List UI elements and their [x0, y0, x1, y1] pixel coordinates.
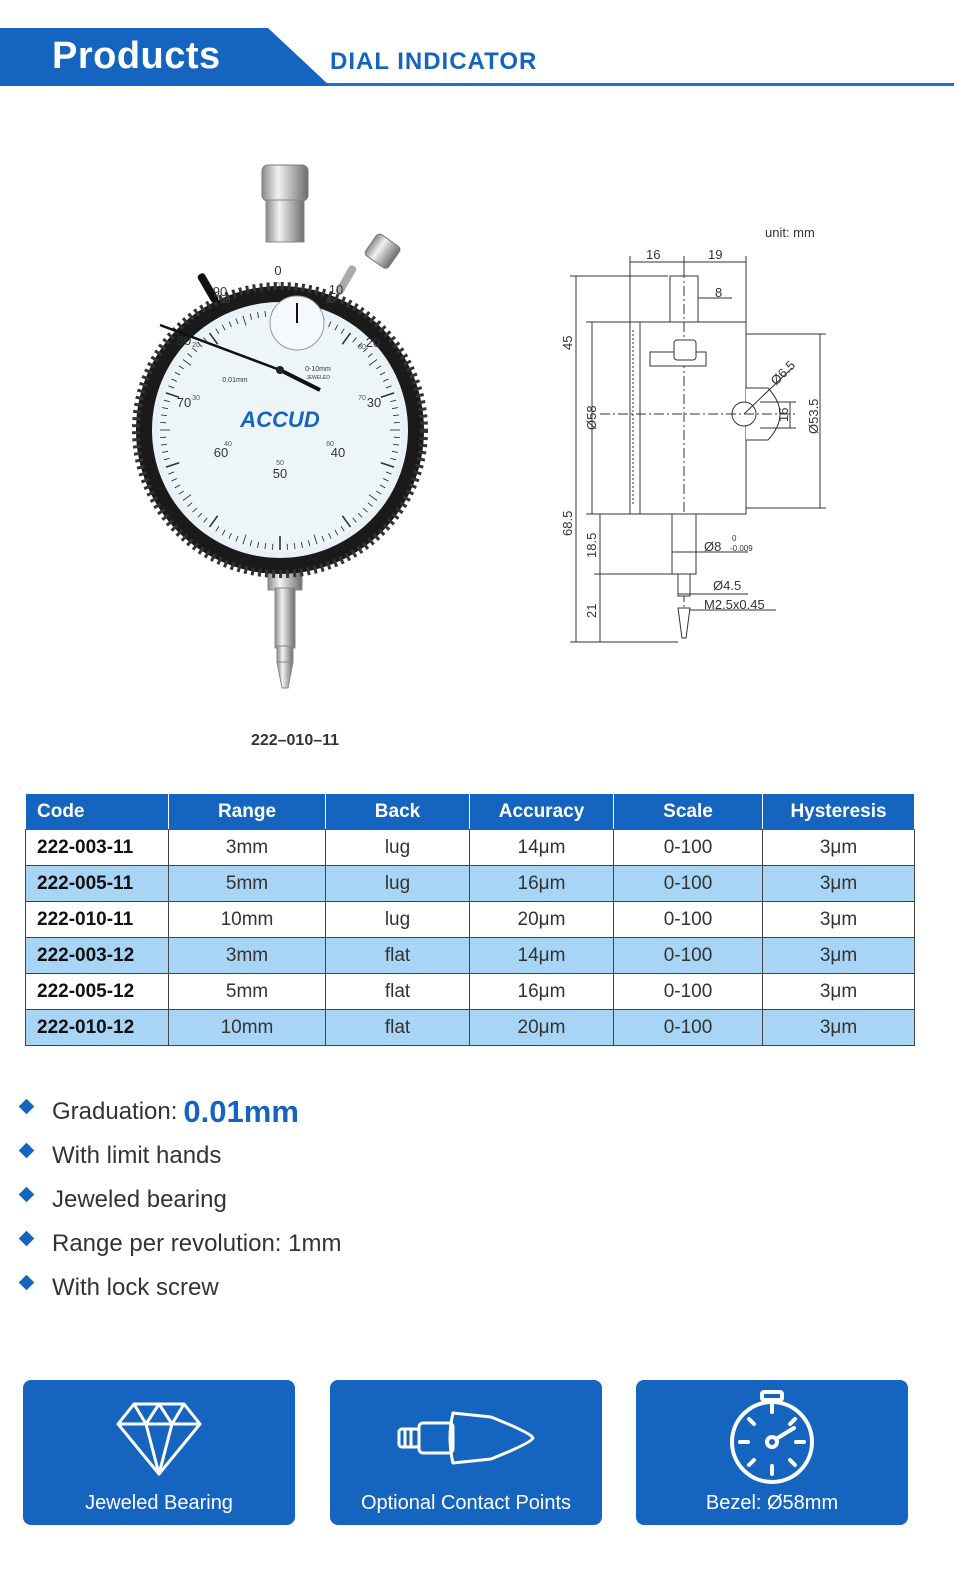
- feature-graduation-value: 0.01mm: [183, 1094, 299, 1129]
- dial-number: 60: [213, 445, 229, 460]
- dial-inner-number: 70: [358, 395, 366, 402]
- dial-brand: ACCUD: [240, 407, 320, 432]
- cell-accuracy: 20μm: [470, 1010, 614, 1046]
- dial-number: 10: [328, 282, 344, 297]
- col-header-accuracy: Accuracy: [470, 794, 614, 830]
- cell-scale: 0-100: [614, 938, 763, 974]
- dim-19: 19: [708, 247, 723, 262]
- dial-indicator-image: [120, 160, 450, 700]
- dial-number: 50: [272, 466, 288, 481]
- feature-list: [18, 1090, 618, 1310]
- dial-number: 70: [176, 395, 192, 410]
- cell-hysteresis: 3μm: [763, 1010, 915, 1046]
- dial-inner-number: 20: [192, 342, 200, 349]
- feature-item: [18, 1222, 618, 1266]
- cell-hysteresis: 3μm: [763, 830, 915, 866]
- table-row: [26, 938, 915, 974]
- dial-range-text: 0-10mm: [305, 366, 331, 373]
- dial-grad-text: 0.01mm: [222, 377, 248, 384]
- cell-hysteresis: 3μm: [763, 902, 915, 938]
- dim-18-5: 18.5: [584, 532, 599, 558]
- feature-label: Graduation:: [52, 1098, 178, 1125]
- dial-inner-number: 60: [326, 441, 334, 448]
- dim-tol-bot: -0.009: [730, 544, 753, 553]
- spec-table: [25, 793, 915, 1046]
- bullet-diamond-icon: [19, 1231, 35, 1247]
- dim-4-5: Ø4.5: [713, 578, 742, 593]
- card-bezel: [636, 1380, 908, 1525]
- dim-6-5: Ø6.5: [767, 357, 799, 389]
- gauge-icon: [636, 1388, 908, 1488]
- cell-scale: 0-100: [614, 866, 763, 902]
- feature-text: Jeweled bearing: [52, 1186, 227, 1213]
- feature-text: With lock screw: [52, 1274, 219, 1301]
- dial-inner-number: 90: [326, 298, 334, 305]
- dim-8-stem: Ø8: [704, 539, 722, 554]
- dial-number: 20: [365, 335, 381, 350]
- cell-hysteresis: 3μm: [763, 974, 915, 1010]
- card-label: Jeweled Bearing: [85, 1492, 233, 1514]
- table-row: [26, 1010, 915, 1046]
- table-header-row: [26, 794, 915, 830]
- cell-back: flat: [326, 1010, 470, 1046]
- cell-range: 3mm: [169, 830, 326, 866]
- cell-accuracy: 14μm: [470, 938, 614, 974]
- dial-number: 80: [176, 333, 192, 348]
- cell-range: 10mm: [169, 902, 326, 938]
- cell-range: 10mm: [169, 1010, 326, 1046]
- col-header-code: Code: [26, 794, 169, 830]
- dial-inner-number: 0: [276, 282, 280, 289]
- card-label: Optional Contact Points: [360, 1492, 572, 1514]
- dim-tol-top: 0: [732, 534, 737, 543]
- cell-back: flat: [326, 974, 470, 1010]
- feature-item: [18, 1178, 618, 1222]
- card-label: Bezel: Ø58mm: [705, 1492, 839, 1514]
- cell-accuracy: 16μm: [470, 866, 614, 902]
- dial-jewel-text: JEWELED: [306, 375, 330, 381]
- cell-scale: 0-100: [614, 830, 763, 866]
- header-subtitle: DIAL INDICATOR: [330, 48, 538, 75]
- cell-code: 222-003-11: [26, 830, 169, 866]
- cell-scale: 0-100: [614, 974, 763, 1010]
- feature-item: [18, 1134, 618, 1178]
- card-optional-contact-points: [330, 1380, 602, 1525]
- dial-number: 30: [366, 395, 382, 410]
- dim-thread: M2.5x0.45: [704, 597, 765, 612]
- cell-range: 3mm: [169, 938, 326, 974]
- dim-16-v: 16: [776, 407, 791, 422]
- header-title: Products: [52, 35, 221, 77]
- cell-range: 5mm: [169, 974, 326, 1010]
- product-caption: 222–010–11: [250, 732, 340, 749]
- table-row: [26, 830, 915, 866]
- col-header-hysteresis: Hysteresis: [763, 794, 915, 830]
- dial-inner-number: 10: [222, 298, 230, 305]
- dim-16: 16: [646, 247, 661, 262]
- table-row: [26, 866, 915, 902]
- table-row: [26, 974, 915, 1010]
- cell-accuracy: 20μm: [470, 902, 614, 938]
- cell-back: lug: [326, 830, 470, 866]
- feature-text: Range per revolution: 1mm: [52, 1230, 342, 1257]
- cell-scale: 0-100: [614, 1010, 763, 1046]
- technical-drawing: [548, 218, 848, 658]
- cell-hysteresis: 3μm: [763, 866, 915, 902]
- dim-68-5: 68.5: [560, 510, 575, 536]
- cell-accuracy: 14μm: [470, 830, 614, 866]
- cell-back: lug: [326, 902, 470, 938]
- cell-hysteresis: 3μm: [763, 938, 915, 974]
- dim-58: Ø58: [584, 405, 599, 430]
- dim-53-5: Ø53.5: [806, 398, 821, 434]
- cell-scale: 0-100: [614, 902, 763, 938]
- feature-item-graduation: [18, 1090, 618, 1134]
- table-row: [26, 902, 915, 938]
- card-jeweled-bearing: [23, 1380, 295, 1525]
- col-header-back: Back: [326, 794, 470, 830]
- dim-8: 8: [715, 285, 723, 300]
- dial-inner-number: 50: [276, 460, 284, 467]
- col-header-scale: Scale: [614, 794, 763, 830]
- dial-inner-number: 30: [192, 395, 200, 402]
- bullet-diamond-icon: [19, 1275, 35, 1291]
- cell-code: 222-010-12: [26, 1010, 169, 1046]
- dial-inner-number: 80: [358, 344, 366, 351]
- cell-range: 5mm: [169, 866, 326, 902]
- cell-back: flat: [326, 938, 470, 974]
- dial-number: 0: [274, 263, 282, 278]
- cell-accuracy: 16μm: [470, 974, 614, 1010]
- cell-code: 222-005-12: [26, 974, 169, 1010]
- page-header: [0, 28, 954, 88]
- dim-21: 21: [584, 603, 599, 618]
- bullet-diamond-icon: [19, 1099, 35, 1115]
- diamond-icon: [23, 1388, 295, 1488]
- bullet-diamond-icon: [19, 1187, 35, 1203]
- cell-code: 222-005-11: [26, 866, 169, 902]
- cell-back: lug: [326, 866, 470, 902]
- col-header-range: Range: [169, 794, 326, 830]
- feature-item: [18, 1266, 618, 1310]
- dial-number: 90: [212, 284, 228, 299]
- dim-45: 45: [560, 335, 575, 350]
- dial-inner-number: 40: [224, 441, 232, 448]
- cell-code: 222-003-12: [26, 938, 169, 974]
- cell-code: 222-010-11: [26, 902, 169, 938]
- contact-point-icon: [330, 1388, 602, 1488]
- bullet-diamond-icon: [19, 1143, 35, 1159]
- feature-text: With limit hands: [52, 1142, 222, 1169]
- dial-number: 40: [330, 445, 346, 460]
- unit-label: unit: mm: [765, 225, 815, 240]
